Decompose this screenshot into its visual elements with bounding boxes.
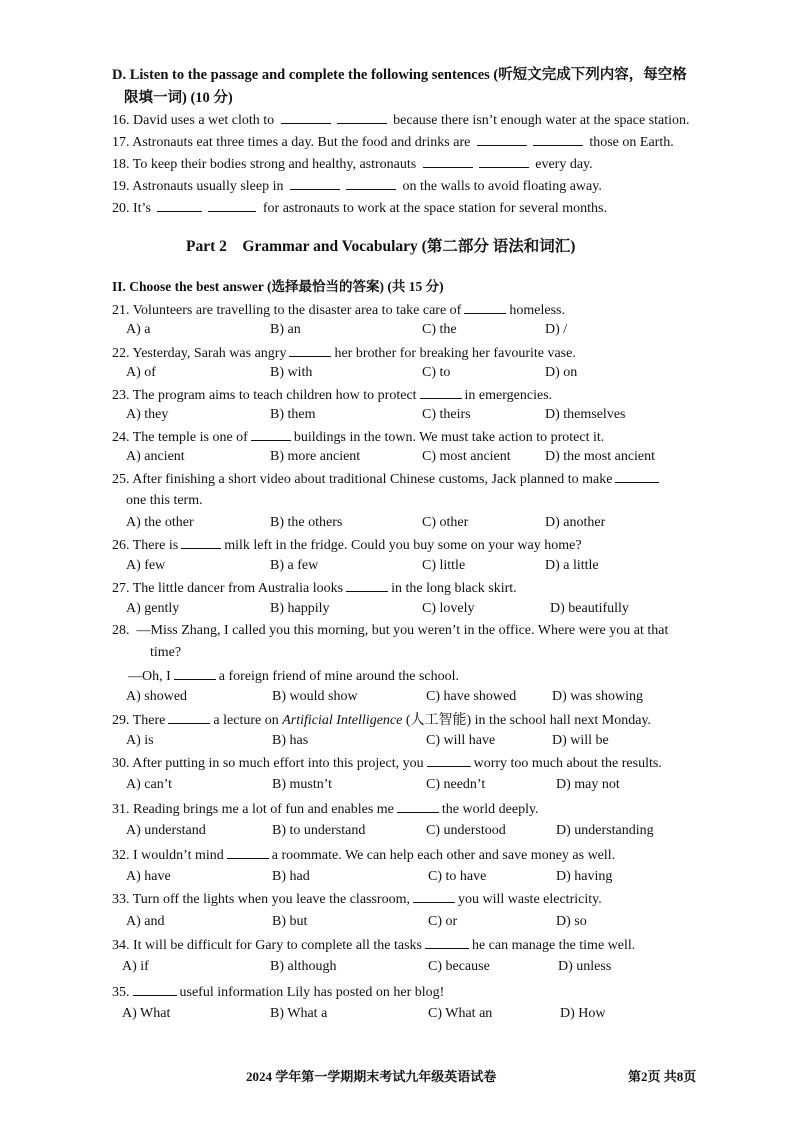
listening-item: 17. Astronauts eat three times a day. But the food and drinks are those on Earth.	[112, 132, 674, 152]
answer-blank[interactable]	[181, 535, 221, 549]
answer-blank[interactable]	[413, 889, 455, 903]
option-c[interactable]: C) have showed	[426, 689, 517, 704]
option-b[interactable]: B) with	[270, 365, 313, 380]
question-stem: 32. I wouldn’t mind a roommate. We can help each other and save money as well.	[112, 845, 615, 865]
answer-blank[interactable]	[464, 300, 506, 314]
question-stem: 35. useful information Lily has posted on her blog!	[112, 982, 444, 1002]
option-d[interactable]: D) /	[545, 322, 568, 337]
option-b[interactable]: B) but	[272, 914, 308, 929]
option-a[interactable]: A) a	[126, 322, 151, 337]
option-c[interactable]: C) other	[422, 515, 469, 530]
section-ii-title: II. Choose the best answer (选择最恰当的答案) (共 15 分)	[112, 279, 444, 294]
footer-title: 2024 学年第一学期期末考试九年级英语试卷	[246, 1069, 497, 1084]
option-b[interactable]: B) happily	[270, 601, 330, 616]
option-b[interactable]: B) more ancient	[270, 449, 361, 464]
option-c[interactable]: C) needn’t	[426, 777, 486, 792]
question-stem: 31. Reading brings me a lot of fun and enables me the world deeply.	[112, 799, 539, 819]
answer-blank[interactable]	[425, 935, 469, 949]
question-stem: 26. There is milk left in the fridge. Could you buy some on your way home?	[112, 535, 582, 555]
answer-blank[interactable]	[227, 845, 269, 859]
answer-blank[interactable]	[427, 753, 471, 767]
answer-blank[interactable]	[174, 666, 216, 680]
option-c[interactable]: C) to	[422, 365, 451, 380]
option-b[interactable]: B) to understand	[272, 823, 366, 838]
option-d[interactable]: D) themselves	[545, 407, 626, 422]
option-d[interactable]: D) the most ancient	[545, 449, 656, 464]
option-b[interactable]: B) an	[270, 322, 301, 337]
option-d[interactable]: D) was showing	[552, 689, 643, 704]
option-d[interactable]: D) a little	[545, 558, 599, 573]
option-c[interactable]: C) most ancient	[422, 449, 511, 464]
listening-item: 18. To keep their bodies strong and healthy, astronauts every day.	[112, 154, 593, 174]
option-c[interactable]: C) lovely	[422, 601, 475, 616]
answer-blank[interactable]	[290, 176, 340, 190]
option-d[interactable]: D) understanding	[556, 823, 654, 838]
option-c[interactable]: C) theirs	[422, 407, 471, 422]
answer-blank[interactable]	[346, 578, 388, 592]
question-stem: 34. It will be difficult for Gary to complete all the tasks he can manage the time well.	[112, 935, 635, 955]
option-a[interactable]: A) can’t	[126, 777, 172, 792]
option-b[interactable]: B) mustn’t	[272, 777, 333, 792]
question-stem: 21. Volunteers are travelling to the disaster area to take care of homeless.	[112, 300, 565, 320]
option-b[interactable]: B) although	[270, 959, 337, 974]
question-stem-cont: one this term.	[126, 493, 203, 508]
answer-blank[interactable]	[281, 110, 331, 124]
option-c[interactable]: C) little	[422, 558, 466, 573]
option-c[interactable]: C) because	[428, 959, 490, 974]
option-c[interactable]: C) to have	[428, 869, 487, 884]
option-d[interactable]: D) may not	[556, 777, 620, 792]
option-a[interactable]: A) gently	[126, 601, 180, 616]
option-c[interactable]: C) or	[428, 914, 458, 929]
question-stem: 24. The temple is one of buildings in the town. We must take action to protect it.	[112, 427, 604, 447]
option-a[interactable]: A) and	[126, 914, 165, 929]
option-b[interactable]: B) them	[270, 407, 316, 422]
question-stem: 29. There a lecture on Artificial Intelligence (人工智能) in the school hall next Monday.	[112, 710, 651, 730]
answer-blank[interactable]	[615, 469, 659, 483]
listening-item: 20. It’s for astronauts to work at the space station for several months.	[112, 198, 607, 218]
option-b[interactable]: B) What a	[270, 1006, 328, 1021]
option-a[interactable]: A) the other	[126, 515, 194, 530]
footer-page-number: 第2页 共8页	[628, 1069, 697, 1084]
option-a[interactable]: A) showed	[126, 689, 188, 704]
option-d[interactable]: D) so	[556, 914, 587, 929]
option-d[interactable]: D) another	[545, 515, 606, 530]
option-a[interactable]: A) of	[126, 365, 156, 380]
answer-blank[interactable]	[479, 154, 529, 168]
answer-blank[interactable]	[337, 110, 387, 124]
answer-blank[interactable]	[397, 799, 439, 813]
option-c[interactable]: C) What an	[428, 1006, 493, 1021]
option-c[interactable]: C) will have	[426, 733, 496, 748]
part-title: Part 2 Grammar and Vocabulary (第二部分 语法和词汇)	[186, 238, 576, 255]
option-c[interactable]: C) understood	[426, 823, 506, 838]
option-d[interactable]: D) will be	[552, 733, 609, 748]
question-stem: 22. Yesterday, Sarah was angry her brother for breaking her favourite vase.	[112, 343, 576, 363]
answer-blank[interactable]	[133, 982, 177, 996]
option-b[interactable]: B) had	[272, 869, 310, 884]
answer-blank[interactable]	[208, 198, 256, 212]
question-stem: 25. After finishing a short video about traditional Chinese customs, Jack planned to make	[112, 469, 662, 489]
answer-blank[interactable]	[157, 198, 202, 212]
option-d[interactable]: D) beautifully	[550, 601, 629, 616]
option-a[interactable]: A) if	[122, 959, 149, 974]
question-stem-cont: time?	[150, 645, 182, 660]
option-a[interactable]: A) ancient	[126, 449, 185, 464]
answer-blank[interactable]	[289, 343, 331, 357]
option-a[interactable]: A) few	[126, 558, 166, 573]
option-c[interactable]: C) the	[422, 322, 457, 337]
section-d-title-cont: 限填一词) (10 分)	[124, 90, 233, 106]
option-a[interactable]: A) they	[126, 407, 169, 422]
answer-blank[interactable]	[533, 132, 583, 146]
option-b[interactable]: B) a few	[270, 558, 319, 573]
option-d[interactable]: D) unless	[558, 959, 612, 974]
option-d[interactable]: D) How	[560, 1006, 606, 1021]
answer-blank[interactable]	[168, 710, 210, 724]
listening-item: 19. Astronauts usually sleep in on the walls to avoid floating away.	[112, 176, 602, 196]
option-b[interactable]: B) has	[272, 733, 309, 748]
question-stem: 23. The program aims to teach children how to protect in emergencies.	[112, 385, 552, 405]
option-a[interactable]: A) is	[126, 733, 154, 748]
answer-blank[interactable]	[423, 154, 473, 168]
option-b[interactable]: B) the others	[270, 515, 343, 530]
question-stem: 27. The little dancer from Australia looks in the long black skirt.	[112, 578, 517, 598]
option-a[interactable]: A) understand	[126, 823, 206, 838]
question-stem: 30. After putting in so much effort into this project, you worry too much about the results.	[112, 753, 662, 773]
option-d[interactable]: D) on	[545, 365, 578, 380]
option-a[interactable]: A) have	[126, 869, 171, 884]
answer-blank[interactable]	[346, 176, 396, 190]
answer-blank[interactable]	[420, 385, 462, 399]
section-d-title: D. Listen to the passage and complete the following sentences (听短文完成下列内容，每空格	[112, 67, 687, 83]
answer-blank[interactable]	[477, 132, 527, 146]
question-stem: 33. Turn off the lights when you leave the classroom, you will waste electricity.	[112, 889, 602, 909]
option-b[interactable]: B) would show	[272, 689, 358, 704]
option-a[interactable]: A) What	[122, 1006, 171, 1021]
question-stem: 28. —Miss Zhang, I called you this morning, but you weren’t in the office. Where were you at that	[112, 623, 669, 638]
answer-blank[interactable]	[251, 427, 291, 441]
option-d[interactable]: D) having	[556, 869, 613, 884]
dialogue-reply: —Oh, I a foreign friend of mine around the school.	[128, 666, 459, 686]
listening-item: 16. David uses a wet cloth to because there isn’t enough water at the space station.	[112, 110, 690, 130]
